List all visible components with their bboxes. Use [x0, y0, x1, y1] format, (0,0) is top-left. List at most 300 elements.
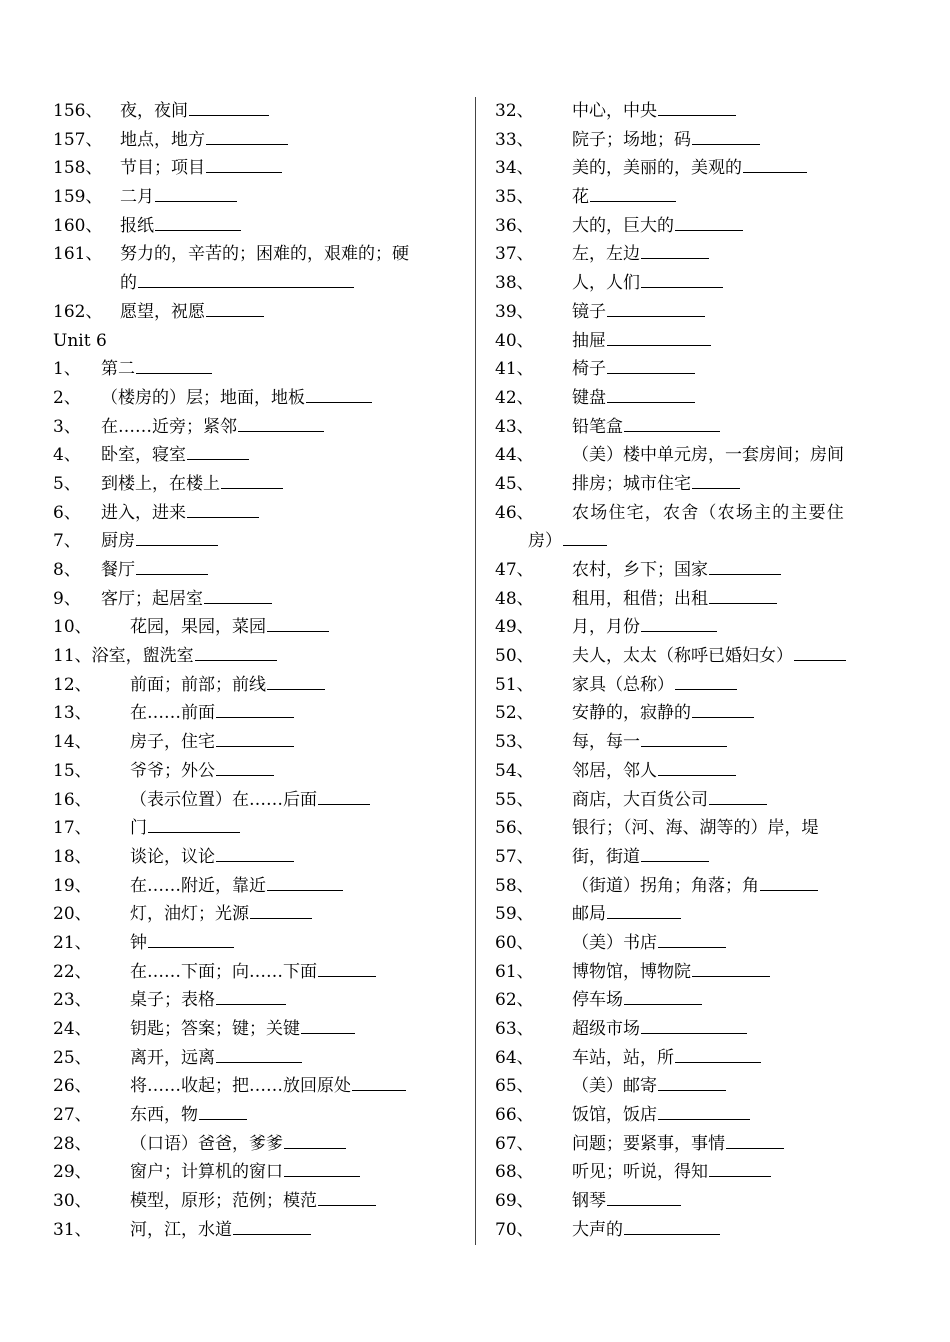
vocab-item — [495, 1072, 905, 1101]
item-meaning: 东西，物 — [130, 1101, 247, 1130]
item-meaning: 爷爷；外公 — [130, 757, 274, 786]
item-number: 58、 — [495, 875, 534, 896]
vocab-item — [495, 1187, 905, 1216]
item-number: 57、 — [495, 846, 534, 867]
answer-blank[interactable] — [138, 270, 354, 288]
vocab-item — [53, 699, 458, 728]
item-number: 159、 — [53, 187, 103, 208]
item-meaning: 农村，乡下；国家 — [572, 556, 781, 585]
item-number: 5、 — [53, 473, 81, 494]
item-number: 9、 — [53, 588, 81, 609]
vocab-item — [495, 384, 905, 413]
item-meaning: 节目；项目 — [120, 154, 282, 183]
vocab-item — [495, 1101, 905, 1130]
item-number: 49、 — [495, 617, 534, 638]
answer-blank[interactable] — [709, 787, 767, 805]
answer-blank[interactable] — [743, 155, 807, 173]
vocab-item — [495, 757, 905, 786]
vocab-item — [53, 97, 458, 126]
answer-blank[interactable] — [692, 471, 740, 489]
answer-blank[interactable] — [641, 729, 727, 747]
item-meaning: （美）书店 — [572, 929, 726, 958]
item-meaning: 钟 — [130, 929, 234, 958]
item-meaning: 夜，夜间 — [120, 97, 269, 126]
item-meaning: 人，人们 — [572, 269, 723, 298]
item-number: 43、 — [495, 416, 534, 437]
answer-blank[interactable] — [206, 299, 264, 317]
column-divider — [475, 97, 476, 1245]
answer-blank[interactable] — [607, 1188, 681, 1206]
vocab-item — [53, 585, 458, 614]
item-number: 15、 — [53, 760, 92, 781]
vocab-item — [495, 470, 905, 499]
vocab-item — [53, 355, 458, 384]
item-number: 61、 — [495, 961, 534, 982]
vocab-item — [53, 728, 458, 757]
item-number: 156、 — [53, 101, 103, 121]
answer-blank[interactable] — [624, 414, 720, 432]
item-number: 8、 — [53, 560, 81, 581]
item-meaning: 排房；城市住宅 — [572, 470, 740, 499]
answer-blank[interactable] — [675, 213, 743, 231]
item-number: 160、 — [53, 215, 103, 236]
item-number: 60、 — [495, 932, 534, 953]
item-number: 157、 — [53, 129, 103, 150]
vocab-item — [53, 757, 458, 786]
item-meaning-continued: 的 — [120, 269, 354, 298]
item-number: 62、 — [495, 990, 534, 1011]
item-number: 6、 — [53, 502, 81, 523]
item-number: 29、 — [53, 1162, 92, 1183]
item-number: 53、 — [495, 732, 534, 753]
vocab-item — [53, 1101, 458, 1130]
vocab-item — [495, 1216, 905, 1245]
vocab-item — [53, 1044, 458, 1073]
answer-blank[interactable] — [641, 241, 709, 259]
item-meaning: （美）邮寄 — [572, 1072, 726, 1101]
item-meaning: 在……前面 — [130, 699, 294, 728]
item-meaning: 第二 — [101, 355, 212, 384]
answer-blank[interactable] — [607, 901, 681, 919]
vocab-item — [495, 929, 905, 958]
item-meaning: 车站，站，所 — [572, 1044, 761, 1073]
answer-blank[interactable] — [675, 672, 737, 690]
answer-blank[interactable] — [607, 299, 705, 317]
item-number: 161、 — [53, 244, 103, 265]
vocab-item — [53, 183, 458, 212]
vocab-item — [495, 298, 905, 327]
answer-blank[interactable] — [352, 1073, 406, 1091]
vocab-item — [495, 240, 905, 269]
answer-blank[interactable] — [195, 643, 277, 661]
item-meaning: 铅笔盒 — [572, 413, 720, 442]
item-number: 47、 — [495, 560, 534, 581]
item-number: 68、 — [495, 1162, 534, 1183]
vocab-item — [495, 814, 905, 843]
vocab-item — [495, 154, 905, 183]
answer-blank[interactable] — [624, 987, 702, 1005]
vocab-item — [495, 269, 905, 298]
item-meaning: 花园，果园，菜园 — [130, 613, 329, 642]
item-number: 66、 — [495, 1105, 534, 1126]
answer-blank[interactable] — [238, 414, 324, 432]
item-meaning: 地点，地方 — [120, 126, 288, 155]
item-meaning: 钥匙；答案；键；关键 — [130, 1015, 355, 1044]
item-meaning: 窗户；计算机的窗口 — [130, 1158, 360, 1187]
vocab-item — [495, 1044, 905, 1073]
item-number: 46、 — [495, 502, 534, 523]
answer-blank[interactable] — [155, 184, 237, 202]
item-meaning: 二月 — [120, 183, 237, 212]
item-meaning: 报纸 — [120, 212, 241, 241]
item-number: 50、 — [495, 646, 534, 667]
item-meaning: 邮局 — [572, 900, 681, 929]
answer-blank[interactable] — [692, 700, 754, 718]
item-meaning: 抽屉 — [572, 327, 711, 356]
vocab-item — [53, 1216, 458, 1245]
answer-blank[interactable] — [136, 557, 208, 575]
item-number: 39、 — [495, 301, 534, 322]
vocab-item — [53, 212, 458, 241]
item-meaning: 灯，油灯；光源 — [130, 900, 312, 929]
item-number: 19、 — [53, 875, 92, 896]
item-meaning: （楼房的）层；地面，地板 — [101, 384, 372, 413]
item-meaning: （美）楼中单元房，一套房间；房间 — [572, 445, 844, 466]
answer-blank[interactable] — [306, 385, 372, 403]
item-number: 30、 — [53, 1191, 92, 1212]
item-number: 69、 — [495, 1191, 534, 1212]
vocab-item — [495, 327, 905, 356]
answer-blank[interactable] — [563, 528, 607, 546]
answer-blank[interactable] — [658, 1102, 750, 1120]
item-meaning: 大声的 — [572, 1216, 720, 1245]
vocab-item — [53, 986, 458, 1015]
vocab-item — [53, 499, 458, 528]
vocab-item — [495, 642, 905, 671]
answer-blank[interactable] — [206, 155, 282, 173]
item-meaning: 键盘 — [572, 384, 695, 413]
item-meaning: 商店，大百货公司 — [572, 786, 767, 815]
item-meaning: 客厅；起居室 — [101, 585, 272, 614]
answer-blank[interactable] — [658, 930, 726, 948]
vocab-item — [495, 97, 905, 126]
item-meaning: 问题；要紧事，事情 — [572, 1130, 784, 1159]
vocab-item — [53, 1130, 458, 1159]
answer-blank[interactable] — [216, 844, 294, 862]
vocab-item — [53, 642, 458, 671]
answer-blank[interactable] — [709, 557, 781, 575]
vocab-item — [53, 1015, 458, 1044]
vocab-item — [495, 499, 905, 556]
item-number: 67、 — [495, 1133, 534, 1154]
answer-blank[interactable] — [607, 328, 711, 346]
answer-blank[interactable] — [658, 1073, 726, 1091]
item-number: 34、 — [495, 158, 534, 179]
item-number: 22、 — [53, 961, 92, 982]
item-meaning: 在……近旁；紧邻 — [101, 413, 324, 442]
answer-blank[interactable] — [675, 1045, 761, 1063]
item-meaning: 每，每一 — [572, 728, 727, 757]
item-number: 14、 — [53, 732, 92, 753]
vocab-item — [53, 872, 458, 901]
item-number: 65、 — [495, 1076, 534, 1097]
answer-blank[interactable] — [267, 672, 325, 690]
item-meaning: 钢琴 — [572, 1187, 681, 1216]
vocab-item — [53, 413, 458, 442]
item-meaning: 厨房 — [101, 527, 218, 556]
vocab-item — [495, 958, 905, 987]
item-meaning: 到楼上，在楼上 — [101, 470, 283, 499]
vocab-item — [495, 986, 905, 1015]
item-meaning: 椅子 — [572, 355, 695, 384]
item-meaning: 月，月份 — [572, 613, 717, 642]
item-meaning: 进入，进来 — [101, 499, 259, 528]
vocab-item — [495, 585, 905, 614]
answer-blank[interactable] — [216, 758, 274, 776]
vocab-item — [495, 613, 905, 642]
vocab-item — [495, 843, 905, 872]
item-number: 28、 — [53, 1133, 92, 1154]
answer-blank[interactable] — [692, 127, 760, 145]
item-meaning: 博物馆，博物院 — [572, 958, 770, 987]
item-number: 17、 — [53, 818, 92, 839]
item-number: 37、 — [495, 244, 534, 265]
vocab-item — [53, 154, 458, 183]
item-meaning: 左，左边 — [572, 240, 709, 269]
vocab-item — [53, 1072, 458, 1101]
answer-blank[interactable] — [148, 815, 240, 833]
item-number: 26、 — [53, 1076, 92, 1097]
answer-blank[interactable] — [301, 1016, 355, 1034]
item-number: 23、 — [53, 990, 92, 1011]
item-meaning: （口语）爸爸，爹爹 — [130, 1130, 346, 1159]
item-meaning: 卧室，寝室 — [101, 441, 249, 470]
item-meaning: 谈论，议论 — [130, 843, 294, 872]
item-meaning: 夫人，太太（称呼已婚妇女） — [572, 642, 846, 671]
vocab-item — [53, 527, 458, 556]
item-number: 16、 — [53, 789, 92, 810]
item-number: 38、 — [495, 273, 534, 294]
vocab-item — [495, 441, 905, 470]
item-number: 20、 — [53, 904, 92, 925]
vocab-item — [495, 556, 905, 585]
item-number: 7、 — [53, 531, 81, 552]
vocab-item — [495, 1015, 905, 1044]
item-number: 31、 — [53, 1219, 92, 1240]
vocab-item — [53, 126, 458, 155]
vocab-item — [495, 1130, 905, 1159]
vocab-item — [495, 699, 905, 728]
item-number: 162、 — [53, 301, 103, 322]
item-meaning: 在……附近，靠近 — [130, 872, 343, 901]
answer-blank[interactable] — [189, 98, 269, 116]
item-number: 59、 — [495, 904, 534, 925]
answer-blank[interactable] — [794, 643, 846, 661]
answer-blank[interactable] — [318, 1188, 376, 1206]
vocab-item — [53, 1158, 458, 1187]
vocab-item — [53, 843, 458, 872]
answer-blank[interactable] — [221, 471, 283, 489]
item-meaning: 街，街道 — [572, 843, 709, 872]
item-number: 41、 — [495, 359, 534, 380]
item-meaning: 门 — [130, 814, 240, 843]
item-number: 10、 — [53, 617, 92, 638]
item-meaning: 努力的，辛苦的；困难的，艰难的；硬 — [120, 244, 409, 265]
answer-blank[interactable] — [624, 1217, 720, 1235]
vocab-item — [495, 728, 905, 757]
answer-blank[interactable] — [590, 184, 676, 202]
vocab-item — [495, 183, 905, 212]
item-number: 35、 — [495, 187, 534, 208]
answer-blank[interactable] — [318, 959, 376, 977]
item-meaning: 餐厅 — [101, 556, 208, 585]
vocab-item — [53, 671, 458, 700]
item-meaning: 桌子；表格 — [130, 986, 286, 1015]
item-number: 13、 — [53, 703, 92, 724]
vocab-item — [53, 470, 458, 499]
item-meaning: 美的，美丽的，美观的 — [572, 154, 807, 183]
item-meaning: 在……下面；向……下面 — [130, 958, 376, 987]
item-number: 63、 — [495, 1019, 534, 1040]
item-number: 158、 — [53, 158, 103, 179]
answer-blank[interactable] — [204, 586, 272, 604]
item-number: 21、 — [53, 932, 92, 953]
item-number: 3、 — [53, 416, 81, 437]
vocab-item — [495, 212, 905, 241]
answer-blank[interactable] — [199, 1102, 247, 1120]
item-meaning: 房子，住宅 — [130, 728, 294, 757]
vocab-item — [53, 384, 458, 413]
answer-blank[interactable] — [233, 1217, 311, 1235]
item-meaning: 中心，中央 — [572, 97, 736, 126]
item-number: 45、 — [495, 473, 534, 494]
item-meaning: （街道）拐角；角落；角 — [572, 872, 818, 901]
vocab-item — [495, 900, 905, 929]
item-meaning: 将……收起；把……放回原处 — [130, 1072, 406, 1101]
item-number: 44、 — [495, 445, 534, 466]
answer-blank[interactable] — [641, 844, 709, 862]
answer-blank[interactable] — [216, 700, 294, 718]
vocab-item — [53, 556, 458, 585]
item-number: 70、 — [495, 1219, 534, 1240]
item-number: 56、 — [495, 818, 534, 839]
item-meaning: 邻居，邻人 — [572, 757, 736, 786]
answer-blank[interactable] — [216, 729, 294, 747]
answer-blank[interactable] — [709, 586, 777, 604]
vocab-item — [53, 441, 458, 470]
vocab-item — [53, 613, 458, 642]
item-number: 55、 — [495, 789, 534, 810]
item-number: 64、 — [495, 1047, 534, 1068]
answer-blank[interactable] — [206, 127, 288, 145]
answer-blank[interactable] — [692, 959, 770, 977]
item-number: 27、 — [53, 1105, 92, 1126]
answer-blank[interactable] — [216, 1045, 302, 1063]
unit-heading: Unit 6 — [53, 330, 107, 351]
answer-blank[interactable] — [187, 500, 259, 518]
answer-blank[interactable] — [216, 987, 286, 1005]
item-meaning: 饭馆，饭店 — [572, 1101, 750, 1130]
vocab-item — [53, 786, 458, 815]
answer-blank[interactable] — [136, 528, 218, 546]
vocab-item — [53, 1187, 458, 1216]
answer-blank[interactable] — [641, 614, 717, 632]
answer-blank[interactable] — [709, 1159, 771, 1177]
vocab-item — [495, 872, 905, 901]
item-number: 54、 — [495, 760, 534, 781]
item-meaning: 听见；听说，得知 — [572, 1158, 771, 1187]
item-number: 48、 — [495, 588, 534, 609]
answer-blank[interactable] — [155, 213, 241, 231]
item-number: 18、 — [53, 846, 92, 867]
item-number: 40、 — [495, 330, 534, 351]
answer-blank[interactable] — [726, 1131, 784, 1149]
item-meaning: 安静的，寂静的 — [572, 699, 754, 728]
answer-blank[interactable] — [641, 1016, 747, 1034]
vocab-item — [495, 126, 905, 155]
item-meaning: 银行；（河、海、湖等的）岸，堤 — [572, 818, 819, 839]
answer-blank[interactable] — [267, 614, 329, 632]
item-number: 42、 — [495, 387, 534, 408]
answer-blank[interactable] — [267, 873, 343, 891]
vocab-item — [53, 814, 458, 843]
answer-blank[interactable] — [607, 356, 695, 374]
left-column — [53, 97, 458, 1245]
item-meaning: 租用，租借；出租 — [572, 585, 777, 614]
item-meaning: 离开，远离 — [130, 1044, 302, 1073]
item-number: 24、 — [53, 1019, 92, 1040]
item-meaning: 河，江，水道 — [130, 1216, 311, 1245]
item-number: 32、 — [495, 101, 534, 121]
vocab-item — [495, 355, 905, 384]
answer-blank[interactable] — [641, 270, 723, 288]
item-meaning: 愿望，祝愿 — [120, 298, 264, 327]
vocab-item — [53, 929, 458, 958]
item-meaning: 院子；场地；码 — [572, 126, 760, 155]
item-meaning: 镜子 — [572, 298, 705, 327]
vocab-item — [53, 958, 458, 987]
answer-blank[interactable] — [607, 385, 695, 403]
answer-blank[interactable] — [658, 758, 736, 776]
vocab-item — [495, 786, 905, 815]
item-meaning: （表示位置）在……后面 — [130, 786, 370, 815]
item-number: 52、 — [495, 703, 534, 724]
item-number: 4、 — [53, 445, 81, 466]
answer-blank[interactable] — [658, 98, 736, 116]
answer-blank[interactable] — [284, 1131, 346, 1149]
answer-blank[interactable] — [187, 442, 249, 460]
vocab-item — [53, 900, 458, 929]
item-meaning: 模型，原形；范例；模范 — [130, 1187, 376, 1216]
item-meaning: 花 — [572, 183, 676, 212]
answer-blank[interactable] — [760, 873, 818, 891]
vocab-item — [495, 413, 905, 442]
answer-blank[interactable] — [318, 787, 370, 805]
right-column — [495, 97, 905, 1245]
item-meaning: 超级市场 — [572, 1015, 747, 1044]
item-meaning: 11、浴室，盥洗室 — [53, 646, 277, 666]
answer-blank[interactable] — [250, 901, 312, 919]
item-meaning: 农场住宅，农舍（农场主的主要住 — [572, 502, 845, 523]
answer-blank[interactable] — [284, 1159, 360, 1177]
item-number: 51、 — [495, 674, 534, 695]
item-meaning: 大的，巨大的 — [572, 212, 743, 241]
vocab-item — [53, 298, 458, 327]
answer-blank[interactable] — [148, 930, 234, 948]
answer-blank[interactable] — [136, 356, 212, 374]
item-number: 1、 — [53, 359, 81, 380]
item-meaning-continued: 房） — [528, 527, 607, 556]
